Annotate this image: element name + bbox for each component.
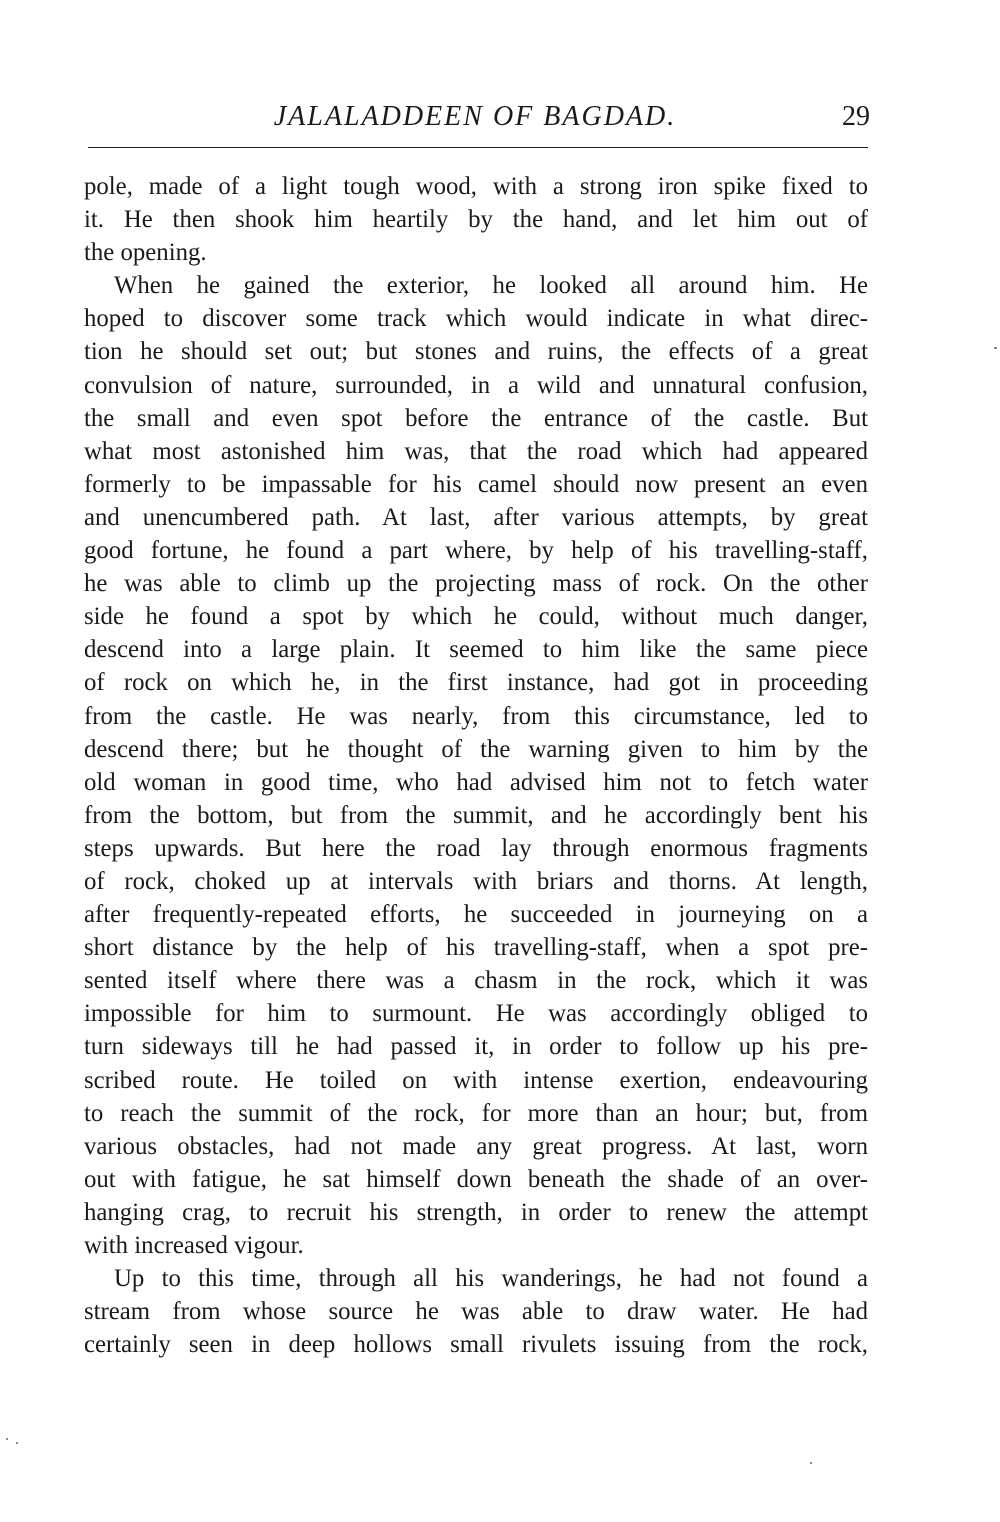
text-line: of rock on which he, in the first instance, had got in proceeding [84,669,868,697]
text-line: descend there; but he thought of the warning given to him by the [84,735,868,763]
text-line: certainly seen in deep hollows small rivulets issuing from the rock, [84,1331,868,1359]
text-line: pole, made of a light tough wood, with a strong iron spike fixed to [84,173,868,200]
text-line: side he found a spot by which he could, without much danger, [84,603,868,631]
text-line: sented itself where there was a chasm in the rock, which it was [84,967,868,995]
text-line: hoped to discover some track which would indicate in what direc- [84,305,868,333]
page-number: 29 [842,101,870,132]
scan-speck [810,1462,812,1464]
text-line: the small and even spot before the entrance of the castle. But [84,404,868,432]
text-line: what most astonished him was, that the road which had appeared [84,437,868,465]
text-line: tion he should set out; but stones and ruins, the effects of a great [84,338,868,366]
scan-speck [994,347,997,349]
text-line: old woman in good time, who had advised him not to fetch water [84,768,868,796]
scan-speck [6,1438,8,1440]
text-line: Up to this time, through all his wanderings, he had not found a [114,1265,868,1293]
text-line: out with fatigue, he sat himself down beneath the shade of an over- [84,1165,868,1193]
running-title: JALALADDEEN OF BAGDAD. [273,101,677,132]
paragraph [84,170,868,269]
text-line: with increased vigour. [84,1232,304,1259]
text-line: scribed route. He toiled on with intense exertion, endeavouring [84,1066,868,1094]
text-line: of rock, choked up at intervals with briars and thorns. At length, [84,867,868,895]
text-line: convulsion of nature, surrounded, in a wild and unnatural confusion, [84,371,868,399]
text-line: short distance by the help of his travelling-staff, when a spot pre- [84,934,868,962]
text-line: impossible for him to surmount. He was accordingly obliged to [84,1000,868,1028]
text-line: When he gained the exterior, he looked all around him. He [114,272,868,300]
running-head [80,97,870,137]
text-line: to reach the summit of the rock, for more than an hour; but, from [84,1099,868,1127]
text-line: the opening. [84,239,207,267]
header-rule [88,147,868,148]
text-line: he was able to climb up the projecting mass of rock. On the other [84,570,868,598]
body-text [84,170,868,1361]
text-line: from the bottom, but from the summit, and he accordingly bent his [84,801,868,829]
text-line: hanging crag, to recruit his strength, in order to renew the attempt [84,1198,868,1226]
paragraph [84,269,868,1262]
text-line: it. He then shook him heartily by the hand, and let him out of [84,206,868,234]
scan-speck [16,1442,18,1444]
text-line: formerly to be impassable for his camel should now present an even [84,470,868,498]
paragraph [84,1262,868,1361]
text-line: turn sideways till he had passed it, in order to follow up his pre- [84,1033,868,1061]
text-line: descend into a large plain. It seemed to him like the same piece [84,636,868,664]
text-line: from the castle. He was nearly, from this circumstance, led to [84,702,868,730]
text-line: good fortune, he found a part where, by help of his travelling-staff, [84,537,868,565]
text-line: steps upwards. But here the road lay through enormous fragments [84,834,868,862]
text-line: various obstacles, had not made any great progress. At last, worn [84,1132,868,1160]
text-line: after frequently-repeated efforts, he succeeded in journeying on a [84,901,868,929]
text-line: and unencumbered path. At last, after various attempts, by great [84,503,868,531]
text-line: stream from whose source he was able to draw water. He had [84,1298,868,1326]
